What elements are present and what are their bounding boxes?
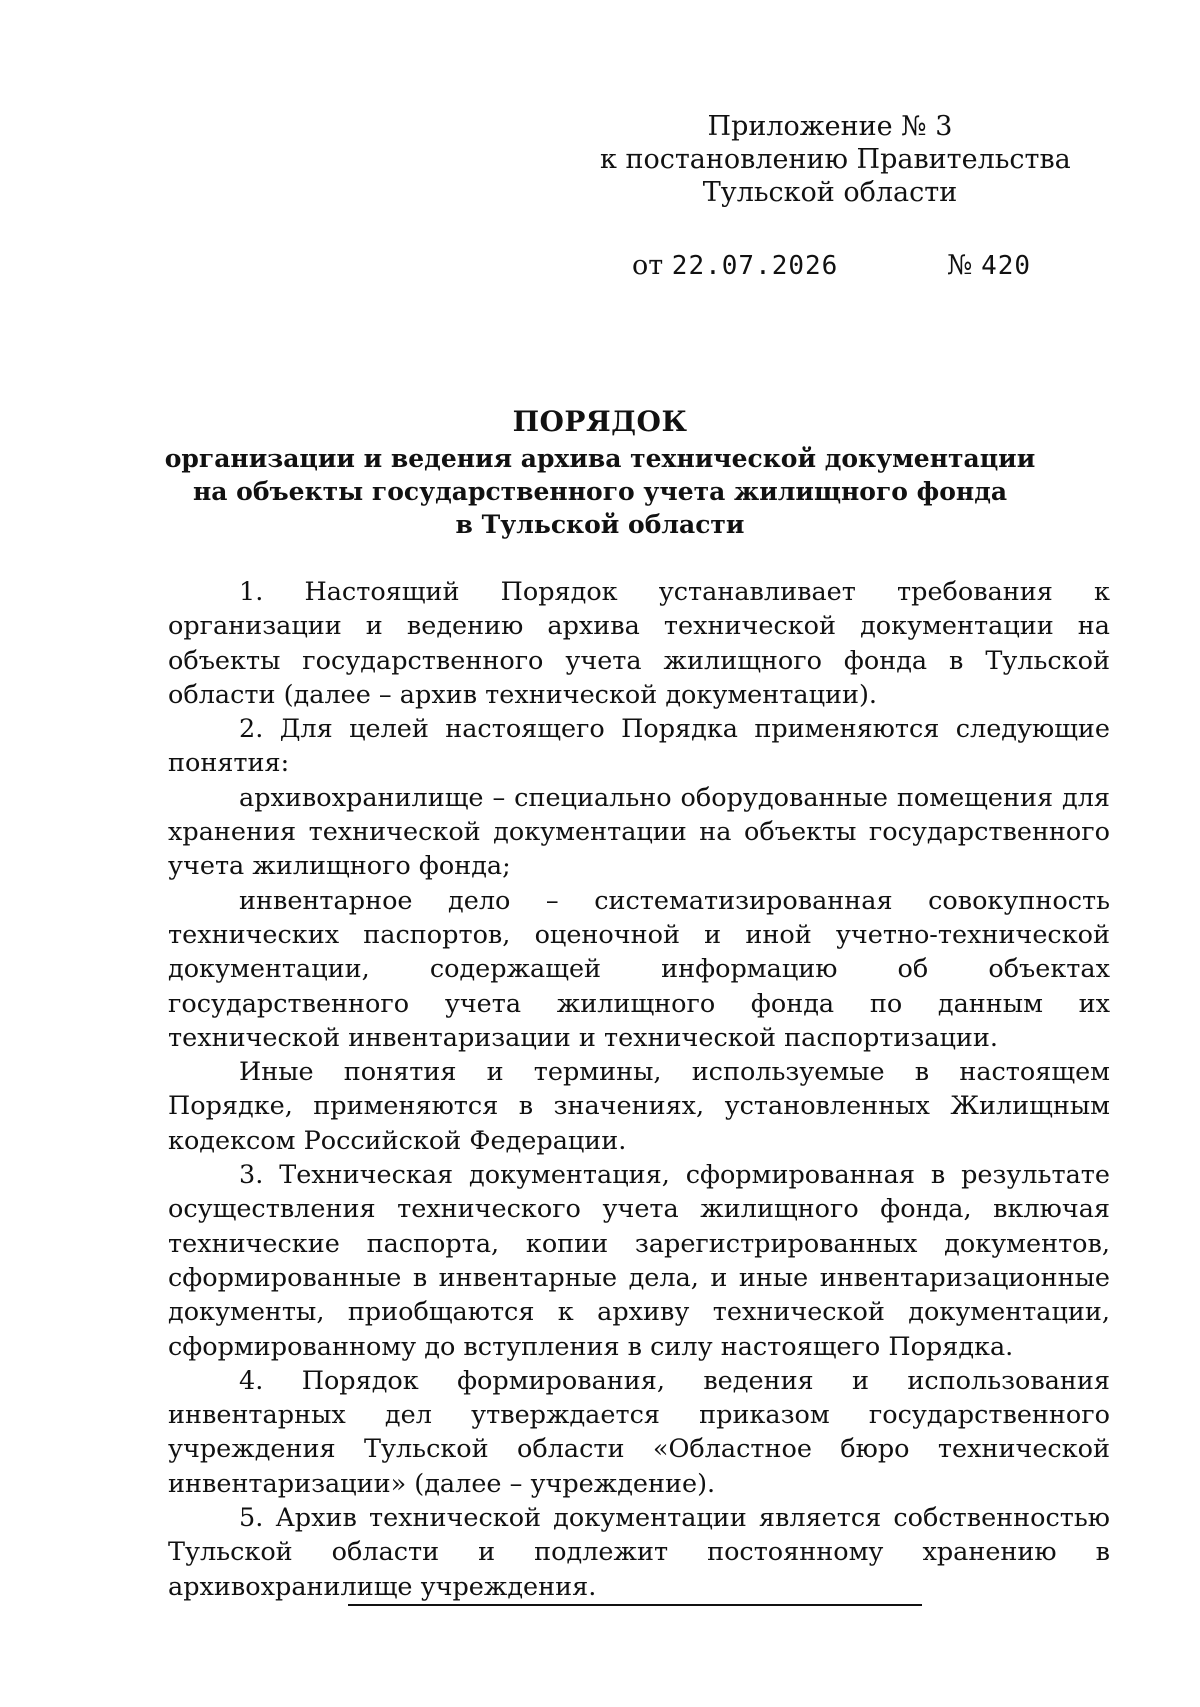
closing-rule bbox=[348, 1604, 922, 1606]
title-main: ПОРЯДОК bbox=[512, 405, 688, 438]
decree-from-label: от bbox=[632, 250, 664, 281]
decree-number-label: № bbox=[946, 250, 973, 281]
paragraph-3: 3. Техническая документация, сформированная в результате осуществления технического учета жилищного фонда, включая технические паспорта, копии зарегистрированных документов, сформированные в инвентарные дела, и иные инвентаризационные документы, приобщаются к архиву технической документации, сформированному до вступления в силу настоящего Порядка. bbox=[168, 1160, 1110, 1362]
title-line-1: организации и ведения архива технической документации bbox=[164, 444, 1036, 473]
annex-number: Приложение № 3 bbox=[707, 111, 953, 142]
definition-inventory-file: инвентарное дело – систематизированная совокупность технических паспортов, оценочной и иной учетно-технической документации, содержащей информацию об объектах государственного учета жилищного фонда по данным их технической инвентаризации и технической паспортизации. bbox=[168, 885, 1110, 1053]
decree-date: 22.07.2026 bbox=[671, 251, 839, 281]
title-line-3: в Тульской области bbox=[455, 510, 745, 539]
decree-number: 420 bbox=[981, 251, 1032, 281]
definition-archive-storage: архивохранилище – специально оборудованные помещения для хранения технической документации на объекты государственного учета жилищного фонда; bbox=[168, 782, 1110, 882]
title-line-2: на объекты государственного учета жилищного фонда bbox=[192, 477, 1008, 506]
paragraph-other-terms: Иные понятия и термины, используемые в настоящем Порядке, применяются в значениях, установленных Жилищным кодексом Российской Федерации. bbox=[168, 1057, 1110, 1156]
document-title bbox=[120, 402, 1080, 541]
paragraph-4: 4. Порядок формирования, ведения и использования инвентарных дел утверждается приказом государственного учреждения Тульской области «Областное бюро технической инвентаризации» (далее – учреждение). bbox=[168, 1365, 1110, 1499]
paragraph-1: 1. Настоящий Порядок устанавливает требования к организации и ведению архива технической документации на объекты государственного учета жилищного фонда в Тульской области (далее – архив технической документации). bbox=[168, 577, 1110, 710]
annex-header bbox=[600, 110, 1071, 209]
decree-date-line bbox=[632, 250, 1032, 281]
paragraph-5: 5. Архив технической документации является собственностью Тульской области и подлежит постоянному хранению в архивохранилище учреждения. bbox=[168, 1503, 1110, 1602]
document-body bbox=[168, 575, 1110, 1604]
annex-region: Тульской области bbox=[702, 177, 958, 208]
paragraph-2: 2. Для целей настоящего Порядка применяются следующие понятия: bbox=[168, 714, 1110, 779]
annex-reference: к постановлению Правительства bbox=[600, 144, 1071, 175]
